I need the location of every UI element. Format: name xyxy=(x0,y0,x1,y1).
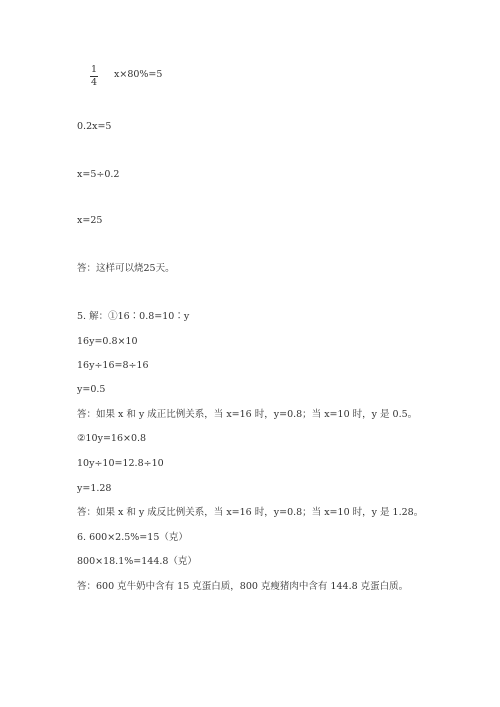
problem-6-heading: 6. 600×2.5%=15（克） xyxy=(77,532,188,543)
answer-line: 答：这样可以烧25天。 xyxy=(77,263,175,274)
fraction-numerator: 1 xyxy=(90,64,98,75)
equation-line: x=5÷0.2 xyxy=(77,169,120,180)
equation-line: 0.2x=5 xyxy=(77,121,112,132)
equation-line: x×80%=5 xyxy=(114,69,163,80)
equation-line: 800×18.1%=144.8（克） xyxy=(77,556,197,567)
problem-5-heading: 5. 解：①16∶0.8=10∶y xyxy=(77,311,190,322)
fraction-one-quarter xyxy=(90,65,98,88)
answer-line: 答：如果 x 和 y 成反比例关系，当 x=16 时，y=0.8；当 x=10 时，y 是 1.28。 xyxy=(77,507,424,518)
equation-line: 16y=0.8×10 xyxy=(77,336,138,347)
fraction-denominator: 4 xyxy=(90,77,98,88)
equation-line: ②10y=16×0.8 xyxy=(77,433,147,444)
equation-line: y=0.5 xyxy=(77,384,106,395)
equation-line: 16y÷16=8÷16 xyxy=(77,360,149,371)
equation-line: x=25 xyxy=(77,215,103,226)
equation-line: y=1.28 xyxy=(77,483,112,494)
equation-line: 10y÷10=12.8÷10 xyxy=(77,458,164,469)
answer-line: 答：600 克牛奶中含有 15 克蛋白质，800 克瘦猪肉中含有 144.8 克蛋白质。 xyxy=(77,581,409,592)
answer-line: 答：如果 x 和 y 成正比例关系，当 x=16 时，y=0.8；当 x=10 时，y 是 0.5。 xyxy=(77,409,418,420)
